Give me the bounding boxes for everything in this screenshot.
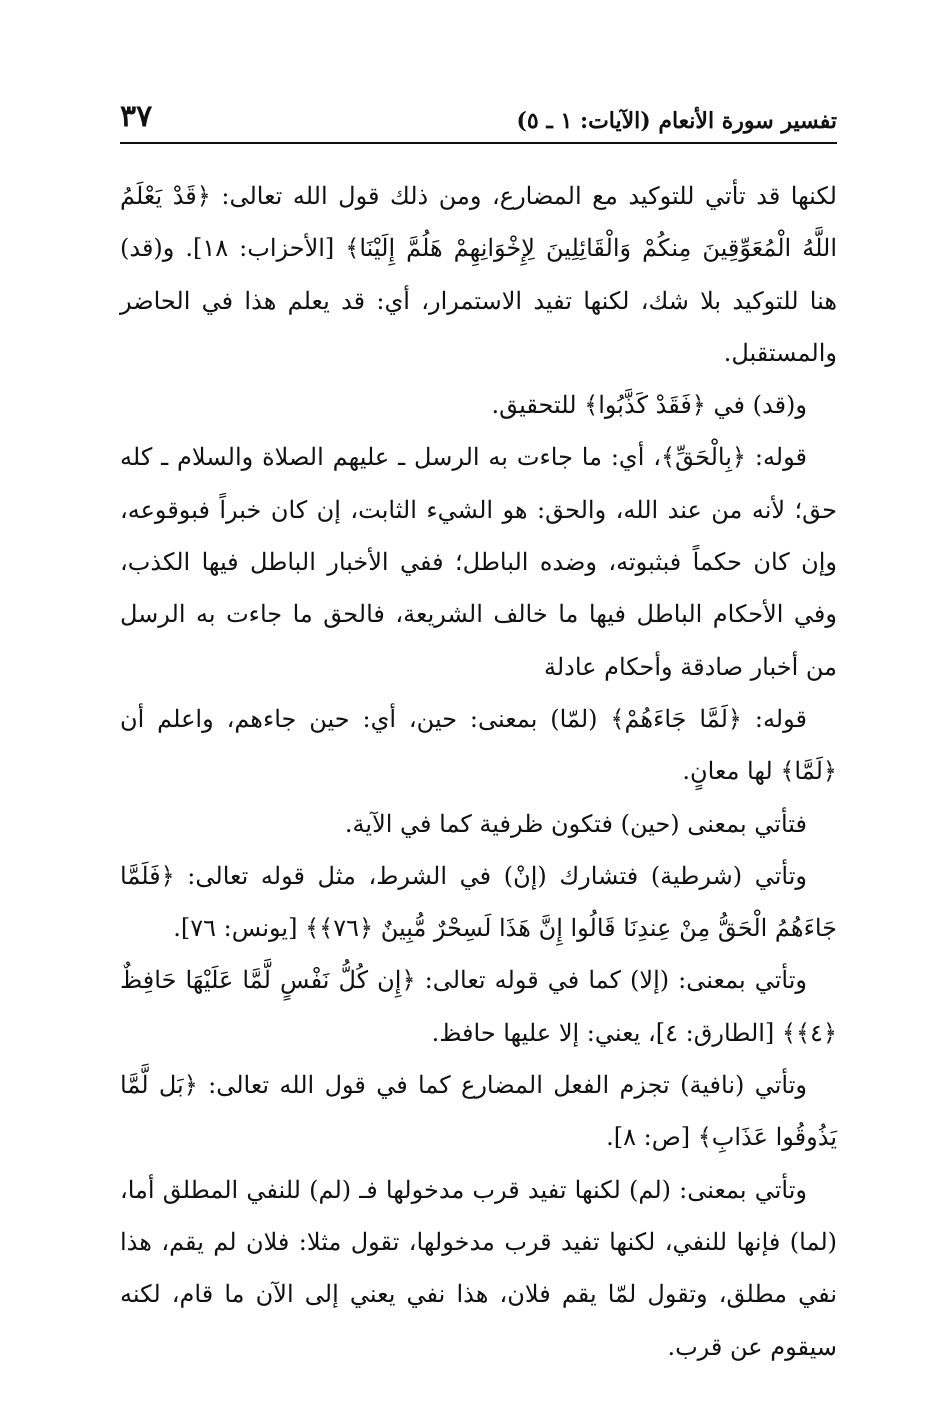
page-body <box>120 170 837 1373</box>
page-number: ٣٧ <box>120 99 153 134</box>
running-title: تفسير سورة الأنعام (الآيات: ١ ـ ٥) <box>516 108 837 134</box>
page-header <box>120 88 837 134</box>
paragraph: وتأتي بمعنى: (إلا) كما في قوله تعالى: ﴿إِن كُلُّ نَفْسٍ لَّمَّا عَلَيْهَا حَافِظٌ ﴿٤﴾﴾ [الطارق: ٤]، يعني: إلا عليها حافظ. <box>120 966 837 1047</box>
paragraph: لكنها قد تأتي للتوكيد مع المضارع، ومن ذلك قول الله تعالى: ﴿قَدْ يَعْلَمُ اللَّهُ الْمُعَوِّقِينَ مِنكُمْ وَالْقَائِلِينَ لِإِخْوَانِهِمْ هَلُمَّ إِلَيْنَا﴾ [الأحزاب: ١٨]. و(قد) هنا للتوكيد بلا شك، لكنها تفيد الاستمرار، أي: قد يعلم هذا في الحاضر والمستقبل. <box>120 182 837 367</box>
paragraph: وتأتي (شرطية) فتشارك (إنْ) في الشرط، مثل قوله تعالى: ﴿فَلَمَّا جَاءَهُمُ الْحَقُّ مِنْ عِندِنَا قَالُوا إِنَّ هَذَا لَسِحْرٌ مُّبِينٌ ﴿٧٦﴾﴾ [يونس: ٧٦]. <box>120 861 837 943</box>
paragraph: و(قد) في ﴿فَقَدْ كَذَّبُوا﴾ للتحقيق. <box>491 391 807 420</box>
paragraph: قوله: ﴿لَمَّا جَاءَهُمْ﴾ (لمّا) بمعنى: حين، أي: حين جاءهم، واعلم أن ﴿لَمَّا﴾ لها معانٍ. <box>120 704 837 786</box>
paragraph: وتأتي (نافية) تجزم الفعل المضارع كما في قول الله تعالى: ﴿بَل لَّمَّا يَذُوقُوا عَذَابِ﴾ [ص: ٨]. <box>120 1071 837 1152</box>
paragraph: قوله: ﴿بِالْحَقِّ﴾، أي: ما جاءت به الرسل ـ عليهم الصلاة والسلام ـ كله حق؛ لأنه من عند الله، والحق: هو الشيء الثابت، إن كان خبراً فبوقوعه، وإن كان حكماً فبثبوته، وضده الباطل؛ ففي الأخبار الباطل فيها الكذب، وفي الأحكام الباطل فيها ما خالف الشريعة، فالحق ما جاءت به الرسل من أخبار صادقة وأحكام عادلة <box>120 443 837 681</box>
paragraph: وتأتي بمعنى: (لم) لكنها تفيد قرب مدخولها فـ (لم) للنفي المطلق أما، (لما) فإنها للنفي، لكنها تفيد قرب مدخولها، تقول مثلا: فلان لم يقم، هذا نفي مطلق، وتقول لمّا يقم فلان، هذا نفي يعني إلى الآن ما قام، لكنه سيقوم عن قرب. <box>120 1175 837 1361</box>
header-rule <box>120 142 837 144</box>
paragraph: فتأتي بمعنى (حين) فتكون ظرفية كما في الآية. <box>344 809 807 838</box>
